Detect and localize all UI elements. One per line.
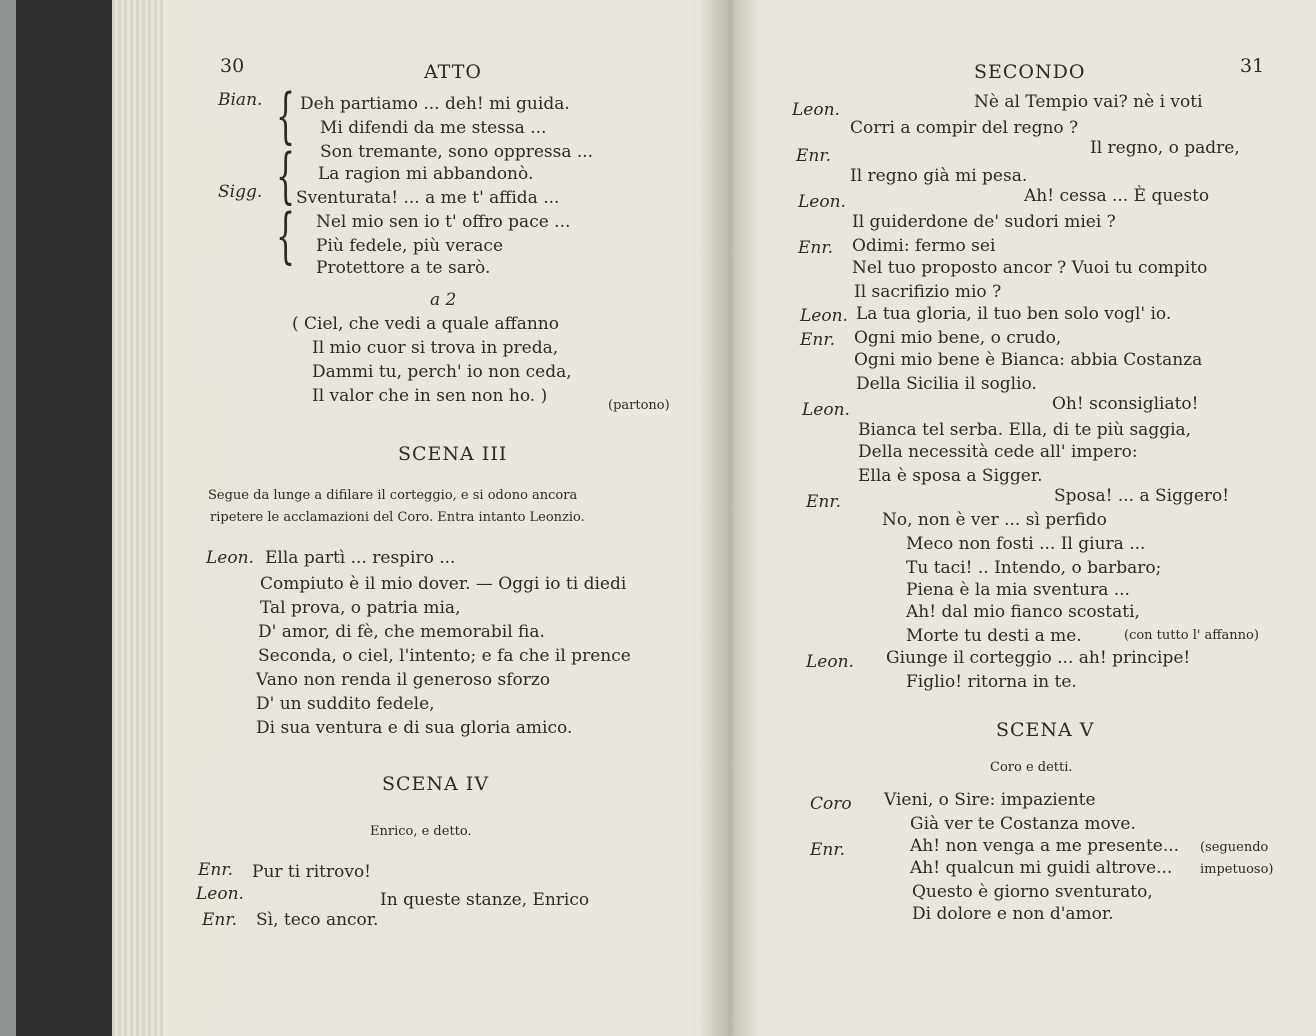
verse-line: Sventurata! ... a me t' affida ...: [296, 188, 560, 208]
page-stack-edge: [112, 0, 164, 1036]
verse-line: Il regno, o padre,: [1090, 138, 1240, 158]
verse-line: D' amor, di fè, che memorabil fia.: [258, 622, 545, 642]
verse-line: Meco non fosti ... Il giura ...: [906, 534, 1146, 554]
speaker-label: Enr.: [798, 238, 834, 258]
verse-line: Nel tuo proposto ancor ? Vuoi tu compito: [852, 258, 1208, 278]
verse-line: Tal prova, o patria mia,: [260, 598, 461, 618]
stage-direction: (partono): [608, 398, 670, 413]
stage-direction: Segue da lunge a difilare il corteggio, e si odono ancora: [208, 488, 578, 503]
verse-line: Odimi: fermo sei: [852, 236, 996, 256]
verse-line: Di sua ventura e di sua gloria amico.: [256, 718, 573, 738]
verse-line: Son tremante, sono oppressa ...: [320, 142, 594, 162]
verse-line: Ella partì ... respiro ...: [265, 548, 456, 568]
speaker-label: Leon.: [196, 884, 244, 904]
speaker-label: Leon.: [800, 306, 848, 326]
scene-title: SCENA III: [398, 443, 508, 465]
backdrop-edge: [0, 0, 16, 1036]
speaker-label: Leon.: [798, 192, 846, 212]
speaker-label: Sigg.: [218, 182, 263, 202]
speaker-label: Enr.: [810, 840, 846, 860]
brace-glyph: {: [276, 81, 296, 151]
verse-line: Deh partiamo ... deh! mi guida.: [300, 94, 570, 114]
brace-glyph: {: [276, 141, 296, 211]
verse-line: Vieni, o Sire: impaziente: [884, 790, 1096, 810]
verse-line: No, non è ver ... sì perfido: [882, 510, 1107, 530]
verse-line: Il mio cuor si trova in preda,: [312, 338, 559, 358]
page-number: 31: [1240, 55, 1265, 77]
verse-line: Della necessità cede all' impero:: [858, 442, 1138, 462]
verse-line: Ah! non venga a me presente...: [910, 836, 1180, 856]
stage-direction: ripetere le acclamazioni del Coro. Entra intanto Leonzio.: [210, 510, 585, 525]
verse-line: D' un suddito fedele,: [256, 694, 435, 714]
verse-line: Bianca tel serba. Ella, di te più saggia,: [858, 420, 1192, 440]
stage-direction: Enrico, e detto.: [370, 824, 472, 839]
book-gutter: [700, 0, 760, 1036]
stage-direction: impetuoso): [1200, 862, 1274, 877]
page-number: 30: [220, 55, 245, 77]
stage-direction: (con tutto l' affanno): [1124, 628, 1259, 643]
speaker-label: Bian.: [218, 90, 263, 110]
speaker-label: Enr.: [796, 146, 832, 166]
verse-line: Morte tu desti a me.: [906, 626, 1082, 646]
verse-line: Protettore a te sarò.: [316, 258, 491, 278]
verse-line: Il valor che in sen non ho. ): [312, 386, 548, 406]
running-head: ATTO: [424, 61, 482, 83]
speaker-label: Coro: [810, 794, 852, 814]
running-head: SECONDO: [974, 61, 1086, 83]
verse-line: Tu taci! .. Intendo, o barbaro;: [906, 558, 1162, 578]
speaker-label: Enr.: [800, 330, 836, 350]
verse-line: Più fedele, più verace: [316, 236, 504, 256]
speaker-label: Leon.: [802, 400, 850, 420]
a2-label: a 2: [430, 290, 457, 310]
verse-line: Ogni mio bene, o crudo,: [854, 328, 1062, 348]
speaker-label: Enr.: [806, 492, 842, 512]
verse-line: Giunge il corteggio ... ah! principe!: [886, 648, 1191, 668]
verse-line: Il regno già mi pesa.: [850, 166, 1028, 186]
verse-line: La tua gloria, il tuo ben solo vogl' io.: [856, 304, 1172, 324]
scene-title: SCENA IV: [382, 773, 490, 795]
verse-line: Corri a compir del regno ?: [850, 118, 1079, 138]
stage-direction: (seguendo: [1200, 840, 1269, 855]
verse-line: Già ver te Costanza move.: [910, 814, 1136, 834]
verse-line: Ah! dal mio fianco scostati,: [906, 602, 1140, 622]
scene-title: SCENA V: [996, 719, 1095, 741]
brace-glyph: {: [276, 201, 296, 271]
verse-line: Nè al Tempio vai? nè i voti: [974, 92, 1203, 112]
verse-line: Figlio! ritorna in te.: [906, 672, 1077, 692]
verse-line: Pur ti ritrovo!: [252, 862, 372, 882]
verse-line: Nel mio sen io t' offro pace ...: [316, 212, 571, 232]
verse-line: Ella è sposa a Sigger.: [858, 466, 1043, 486]
verse-line: Ah! cessa ... È questo: [1024, 186, 1210, 206]
verse-line: Della Sicilia il soglio.: [856, 374, 1037, 394]
verse-line: In queste stanze, Enrico: [380, 890, 590, 910]
verse-line: Piena è la mia sventura ...: [906, 580, 1130, 600]
stage-direction: Coro e detti.: [990, 760, 1073, 775]
verse-line: Il sacrifizio mio ?: [854, 282, 1002, 302]
verse-line: Oh! sconsigliato!: [1052, 394, 1199, 414]
verse-line: Questo è giorno sventurato,: [912, 882, 1153, 902]
verse-line: Di dolore e non d'amor.: [912, 904, 1114, 924]
verse-line: Sposa! ... a Siggero!: [1054, 486, 1230, 506]
verse-line: Dammi tu, perch' io non ceda,: [312, 362, 572, 382]
verse-line: Vano non renda il generoso sforzo: [256, 670, 551, 690]
verse-line: Mi difendi da me stessa ...: [320, 118, 547, 138]
speaker-label: Leon.: [792, 100, 840, 120]
speaker-label: Enr.: [198, 860, 234, 880]
verse-line: Ogni mio bene è Bianca: abbia Costanza: [854, 350, 1203, 370]
speaker-label: Leon.: [806, 652, 854, 672]
verse-line: ( Ciel, che vedi a quale affanno: [292, 314, 559, 334]
speaker-label: Enr.: [202, 910, 238, 930]
verse-line: La ragion mi abbandonò.: [318, 164, 534, 184]
verse-line: Il guiderdone de' sudori miei ?: [852, 212, 1116, 232]
verse-line: Sì, teco ancor.: [256, 910, 379, 930]
speaker-label: Leon.: [206, 548, 254, 568]
verse-line: Seconda, o ciel, l'intento; e fa che il prence: [258, 646, 631, 666]
verse-line: Ah! qualcun mi guidi altrove...: [910, 858, 1173, 878]
verse-line: Compiuto è il mio dover. — Oggi io ti diedi: [260, 574, 627, 594]
